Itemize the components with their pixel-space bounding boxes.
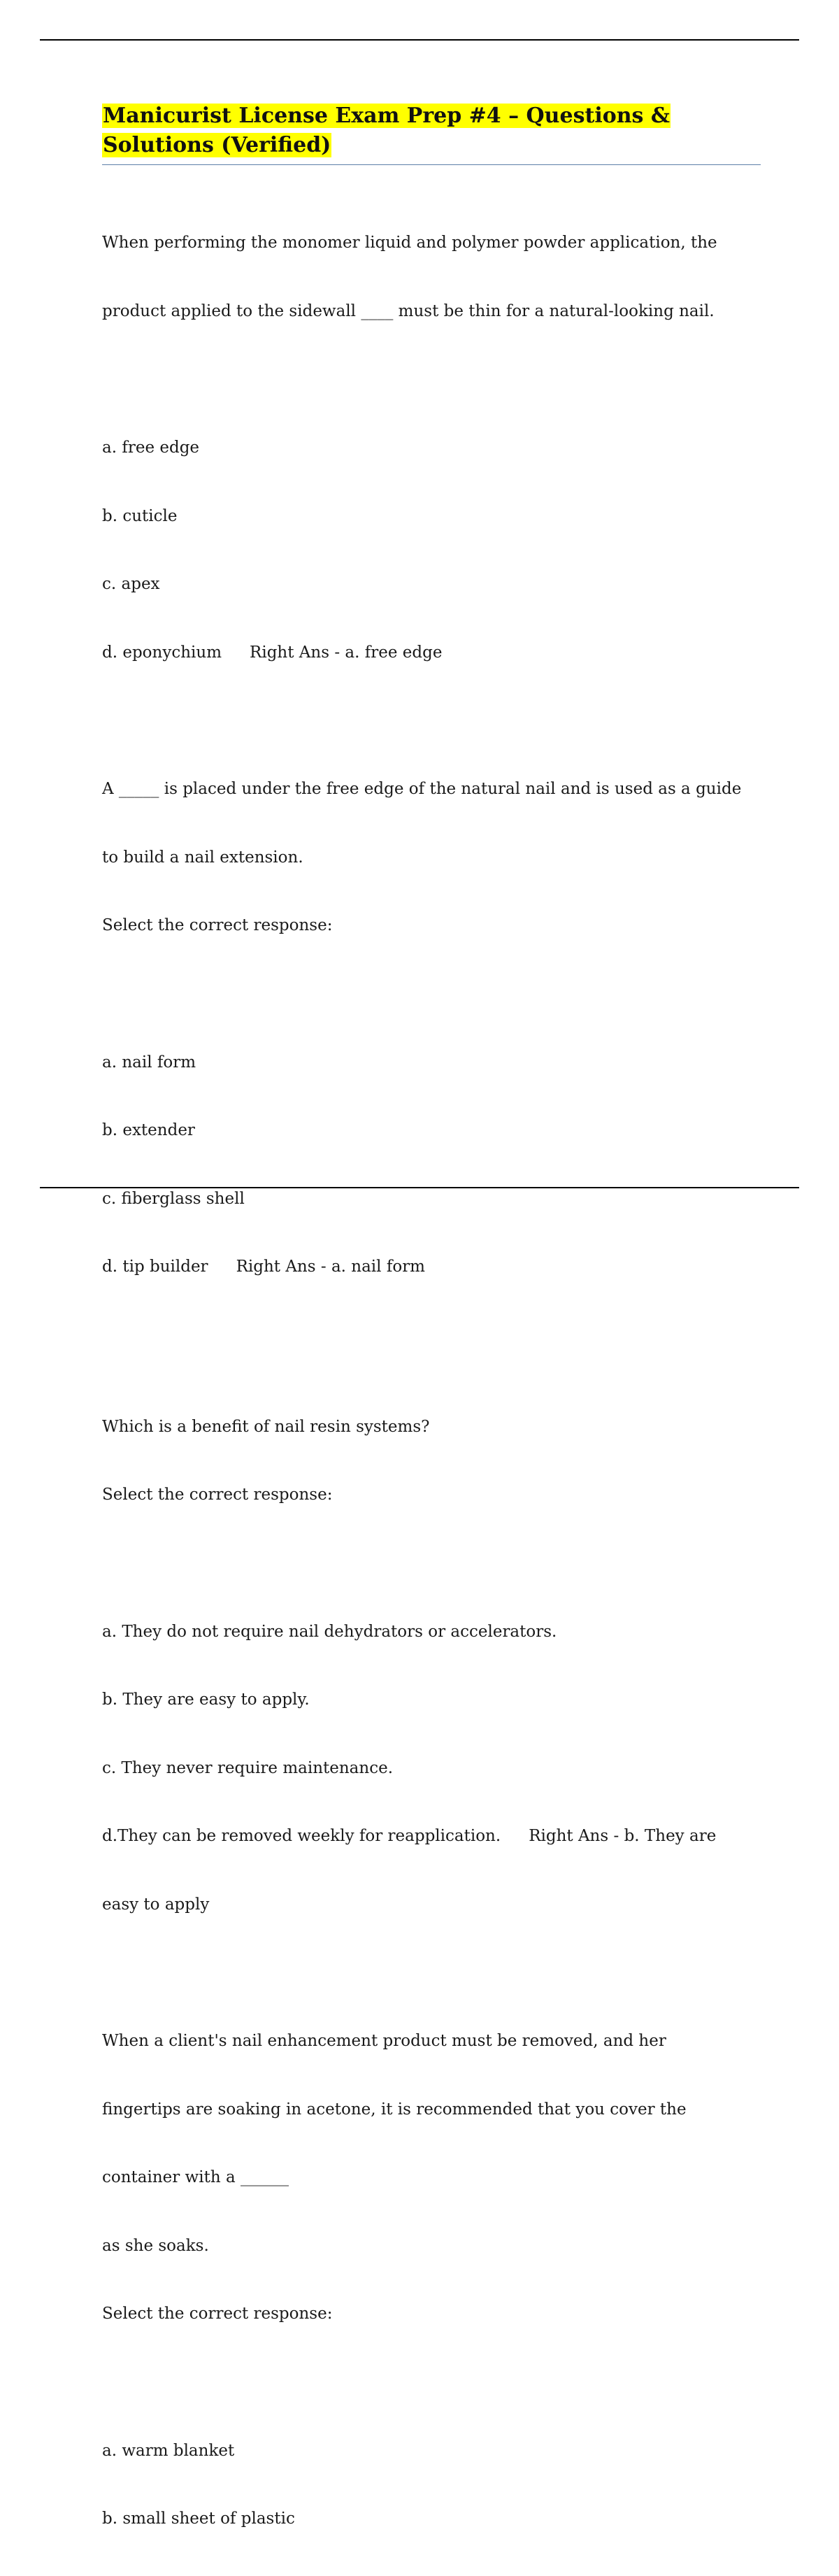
option-b: b. small sheet of plastic xyxy=(102,2510,295,2528)
stem-line: When a client's nail enhancement product must be removed, and her xyxy=(102,2032,666,2050)
stem-line: as she soaks. xyxy=(102,2236,209,2255)
option-a: a. They do not require nail dehydrators or accelerators. xyxy=(102,1622,557,1641)
answer-options xyxy=(102,1575,766,1962)
option-c: c. apex xyxy=(102,575,160,593)
option-a: a. nail form xyxy=(102,1053,196,1072)
question-1 xyxy=(102,186,766,709)
option-d-with-answer xyxy=(102,641,766,664)
option-d: d.They can be removed weekly for reapplication. xyxy=(102,1827,501,1845)
right-answer: Right Ans - a. nail form xyxy=(236,1258,425,1276)
question-2 xyxy=(102,732,766,1324)
option-a: a. warm blanket xyxy=(102,2441,235,2460)
right-answer-continued: easy to apply xyxy=(102,1895,210,1914)
option-c: c. They never require maintenance. xyxy=(102,1758,394,1777)
right-answer: Right Ans - b. They are xyxy=(529,1827,717,1845)
stem-line: Which is a benefit of nail resin systems? xyxy=(102,1417,430,1436)
option-b: b. cuticle xyxy=(102,506,178,525)
document-title xyxy=(102,101,766,160)
option-d: d. tip builder xyxy=(102,1258,208,1276)
answer-options xyxy=(102,391,766,709)
stem-line: Select the correct response: xyxy=(102,1486,333,1504)
stem-line: Select the correct response: xyxy=(102,916,333,934)
title-line-2: Solutions (Verified) xyxy=(103,133,331,157)
right-answer: Right Ans - a. free edge xyxy=(250,643,443,662)
question-stem xyxy=(102,1370,766,1552)
question-stem xyxy=(102,186,766,368)
option-c: c. fiberglass shell xyxy=(102,1189,245,1208)
option-b: b. extender xyxy=(102,1121,195,1139)
option-b: b. They are easy to apply. xyxy=(102,1691,310,1709)
footer-rule xyxy=(40,1187,799,1188)
option-a: a. free edge xyxy=(102,439,200,457)
answer-options xyxy=(102,1006,766,1324)
document-body xyxy=(102,101,766,2576)
stem-line: container with a ______ xyxy=(102,2168,289,2186)
title-line-1: Manicurist License Exam Prep #4 – Questions & xyxy=(103,104,670,128)
question-stem xyxy=(102,732,766,983)
stem-line: fingertips are soaking in acetone, it is recommended that you cover the xyxy=(102,2100,687,2119)
option-d-with-answer xyxy=(102,1825,766,1848)
stem-line: When performing the monomer liquid and polymer powder application, the xyxy=(102,234,717,252)
question-3 xyxy=(102,1370,766,1962)
stem-line: product applied to the sidewall ____ must be thin for a natural-looking nail. xyxy=(102,301,715,320)
question-stem xyxy=(102,1984,766,2371)
question-4 xyxy=(102,1984,766,2576)
option-d: d. eponychium xyxy=(102,643,222,662)
option-d-with-answer xyxy=(102,1255,766,1279)
header-rule xyxy=(40,39,799,41)
answer-options xyxy=(102,2394,766,2576)
stem-line: Select the correct response: xyxy=(102,2305,333,2323)
stem-line: to build a nail extension. xyxy=(102,848,303,867)
stem-line: A _____ is placed under the free edge of the natural nail and is used as a guide xyxy=(102,780,742,798)
